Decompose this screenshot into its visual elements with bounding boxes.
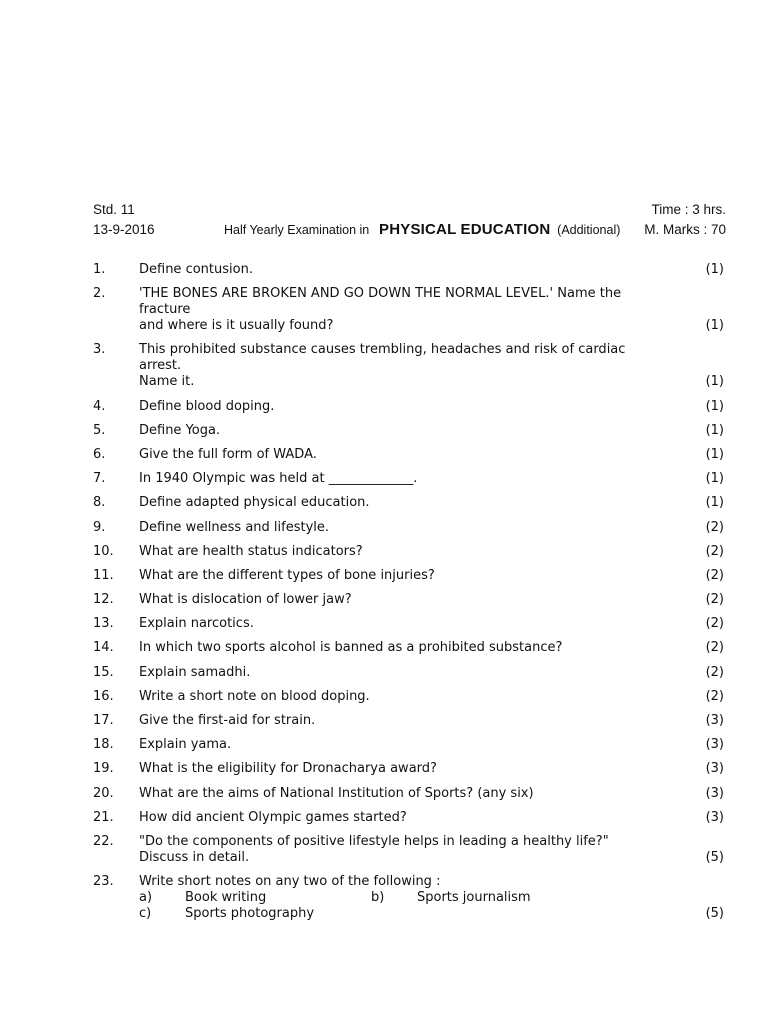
question-line: What is the eligibility for Dronacharya award? (139, 761, 437, 777)
question-number: 14. (93, 640, 114, 656)
question-line: Explain narcotics. (139, 616, 254, 632)
question-line: What are the aims of National Institution of Sports? (any six) (139, 785, 534, 801)
question-item (93, 423, 726, 439)
question-item (93, 520, 726, 536)
question-number: 18. (93, 737, 114, 753)
question-text (139, 689, 666, 705)
question-marks: (1) (705, 471, 724, 487)
question-number: 22. (93, 833, 114, 849)
question-text (139, 495, 666, 511)
question-line: Define wellness and lifestyle. (139, 519, 330, 535)
subject-title: PHYSICAL EDUCATION (379, 221, 551, 238)
question-text (139, 834, 666, 866)
question-line: Define adapted physical education. (139, 495, 370, 511)
option-text: Sports photography (185, 906, 315, 922)
question-marks: (3) (705, 713, 724, 728)
question-marks: (2) (705, 688, 724, 704)
question-marks: (1) (705, 422, 724, 438)
question-marks: (1) (705, 398, 724, 414)
exam-date: 13-9-2016 (93, 222, 155, 237)
question-line: and where is it usually found? (139, 318, 334, 334)
question-number: 12. (93, 592, 114, 608)
question-line: Name it. (139, 374, 195, 390)
question-line: In which two sports alcohol is banned as a prohibited substance? (139, 640, 563, 656)
question-text (139, 810, 666, 826)
subject-suffix: (Additional) (557, 223, 621, 237)
question-marks: (3) (705, 737, 724, 753)
question-number: 15. (93, 664, 114, 680)
question-marks: (1) (705, 446, 724, 462)
question-item (93, 874, 726, 922)
question-line: Explain samadhi. (139, 664, 251, 680)
question-number: 9. (93, 519, 106, 535)
question-number: 19. (93, 761, 114, 777)
question-line: What are the different types of bone injuries? (139, 567, 435, 583)
question-item (93, 713, 726, 729)
question-marks: (2) (705, 592, 724, 608)
question-item (93, 761, 726, 777)
question-text (139, 520, 666, 536)
question-list (93, 262, 726, 930)
question-marks: (1) (705, 374, 724, 390)
question-marks: (2) (705, 664, 724, 680)
option-label: c) (139, 906, 152, 922)
option-text: Book writing (185, 890, 267, 906)
exam-title (224, 221, 620, 238)
question-text (139, 761, 666, 777)
question-marks: (5) (705, 906, 724, 922)
options-row (139, 890, 666, 906)
question-line: Write short notes on any two of the following : (139, 874, 441, 890)
question-text (139, 786, 666, 802)
question-marks: (2) (705, 616, 724, 632)
question-item (93, 544, 726, 560)
question-line: Define blood doping. (139, 398, 275, 414)
question-number: 8. (93, 495, 106, 511)
question-item (93, 471, 726, 487)
question-number: 20. (93, 785, 114, 801)
question-text (139, 592, 666, 608)
header-row-top (93, 202, 726, 218)
question-number: 7. (93, 471, 106, 487)
question-item (93, 786, 726, 802)
question-number: 11. (93, 567, 114, 583)
question-item (93, 689, 726, 705)
question-number: 17. (93, 713, 114, 728)
question-number: 16. (93, 688, 114, 704)
question-text (139, 737, 666, 753)
question-line: This prohibited substance causes trembling, headaches and risk of cardiac arrest. (139, 342, 626, 374)
question-marks: (2) (705, 567, 724, 583)
option-label: a) (139, 890, 153, 906)
header-row-main (93, 221, 726, 241)
question-line: Explain yama. (139, 737, 232, 753)
question-text (139, 262, 666, 278)
question-number: 10. (93, 543, 114, 559)
exam-prefix: Half Yearly Examination in (224, 223, 370, 237)
question-line: What are health status indicators? (139, 543, 363, 559)
question-marks: (3) (705, 761, 724, 777)
question-text (139, 447, 666, 463)
question-line: "Do the components of positive lifestyle helps in leading a healthy life?" (139, 833, 609, 849)
question-item (93, 616, 726, 632)
option-label: b) (371, 890, 385, 906)
question-item (93, 665, 726, 681)
question-marks: (3) (705, 785, 724, 801)
question-line: In 1940 Olympic was held at _____________. (139, 471, 418, 487)
time-label: Time : 3 hrs. (651, 202, 726, 217)
question-line: Write a short note on blood doping. (139, 688, 370, 704)
question-item (93, 495, 726, 511)
question-item (93, 592, 726, 608)
question-text (139, 665, 666, 681)
question-text (139, 544, 666, 560)
question-item (93, 834, 726, 866)
question-line: Give the full form of WADA. (139, 446, 317, 462)
question-item (93, 399, 726, 415)
question-number: 1. (93, 262, 106, 277)
question-number: 3. (93, 342, 106, 358)
question-line: Define Yoga. (139, 422, 221, 438)
question-line: Discuss in detail. (139, 849, 250, 865)
question-marks: (2) (705, 543, 724, 559)
question-item (93, 262, 726, 278)
question-text (139, 874, 666, 922)
question-line: Define contusion. (139, 262, 253, 277)
question-number: 2. (93, 286, 106, 302)
question-item (93, 568, 726, 584)
question-line: Give the first-aid for strain. (139, 713, 316, 728)
question-marks: (1) (705, 262, 724, 277)
question-marks: (1) (705, 318, 724, 334)
question-marks: (2) (705, 519, 724, 535)
option-text: Sports journalism (417, 890, 531, 906)
question-number: 5. (93, 422, 106, 438)
question-item (93, 737, 726, 753)
question-text (139, 342, 666, 390)
question-marks: (5) (705, 849, 724, 865)
question-text (139, 640, 666, 656)
question-marks: (2) (705, 640, 724, 656)
question-text (139, 286, 666, 334)
question-marks: (1) (705, 495, 724, 511)
question-number: 13. (93, 616, 114, 632)
question-number: 21. (93, 809, 114, 825)
question-marks: (3) (705, 809, 724, 825)
question-line: How did ancient Olympic games started? (139, 809, 407, 825)
question-text (139, 471, 666, 487)
question-number: 6. (93, 446, 106, 462)
question-line: 'THE BONES ARE BROKEN AND GO DOWN THE NORMAL LEVEL.' Name the fracture (139, 286, 622, 318)
options-row (139, 906, 666, 922)
question-text (139, 399, 666, 415)
question-number: 4. (93, 398, 106, 414)
question-item (93, 810, 726, 826)
question-text (139, 568, 666, 584)
question-number: 23. (93, 874, 114, 890)
standard-label: Std. 11 (93, 202, 135, 217)
max-marks-label: M. Marks : 70 (644, 222, 726, 237)
question-text (139, 616, 666, 632)
question-item (93, 342, 726, 390)
question-item (93, 447, 726, 463)
question-text (139, 423, 666, 439)
question-item (93, 640, 726, 656)
question-text (139, 713, 666, 729)
question-line: What is dislocation of lower jaw? (139, 592, 352, 608)
question-item (93, 286, 726, 334)
